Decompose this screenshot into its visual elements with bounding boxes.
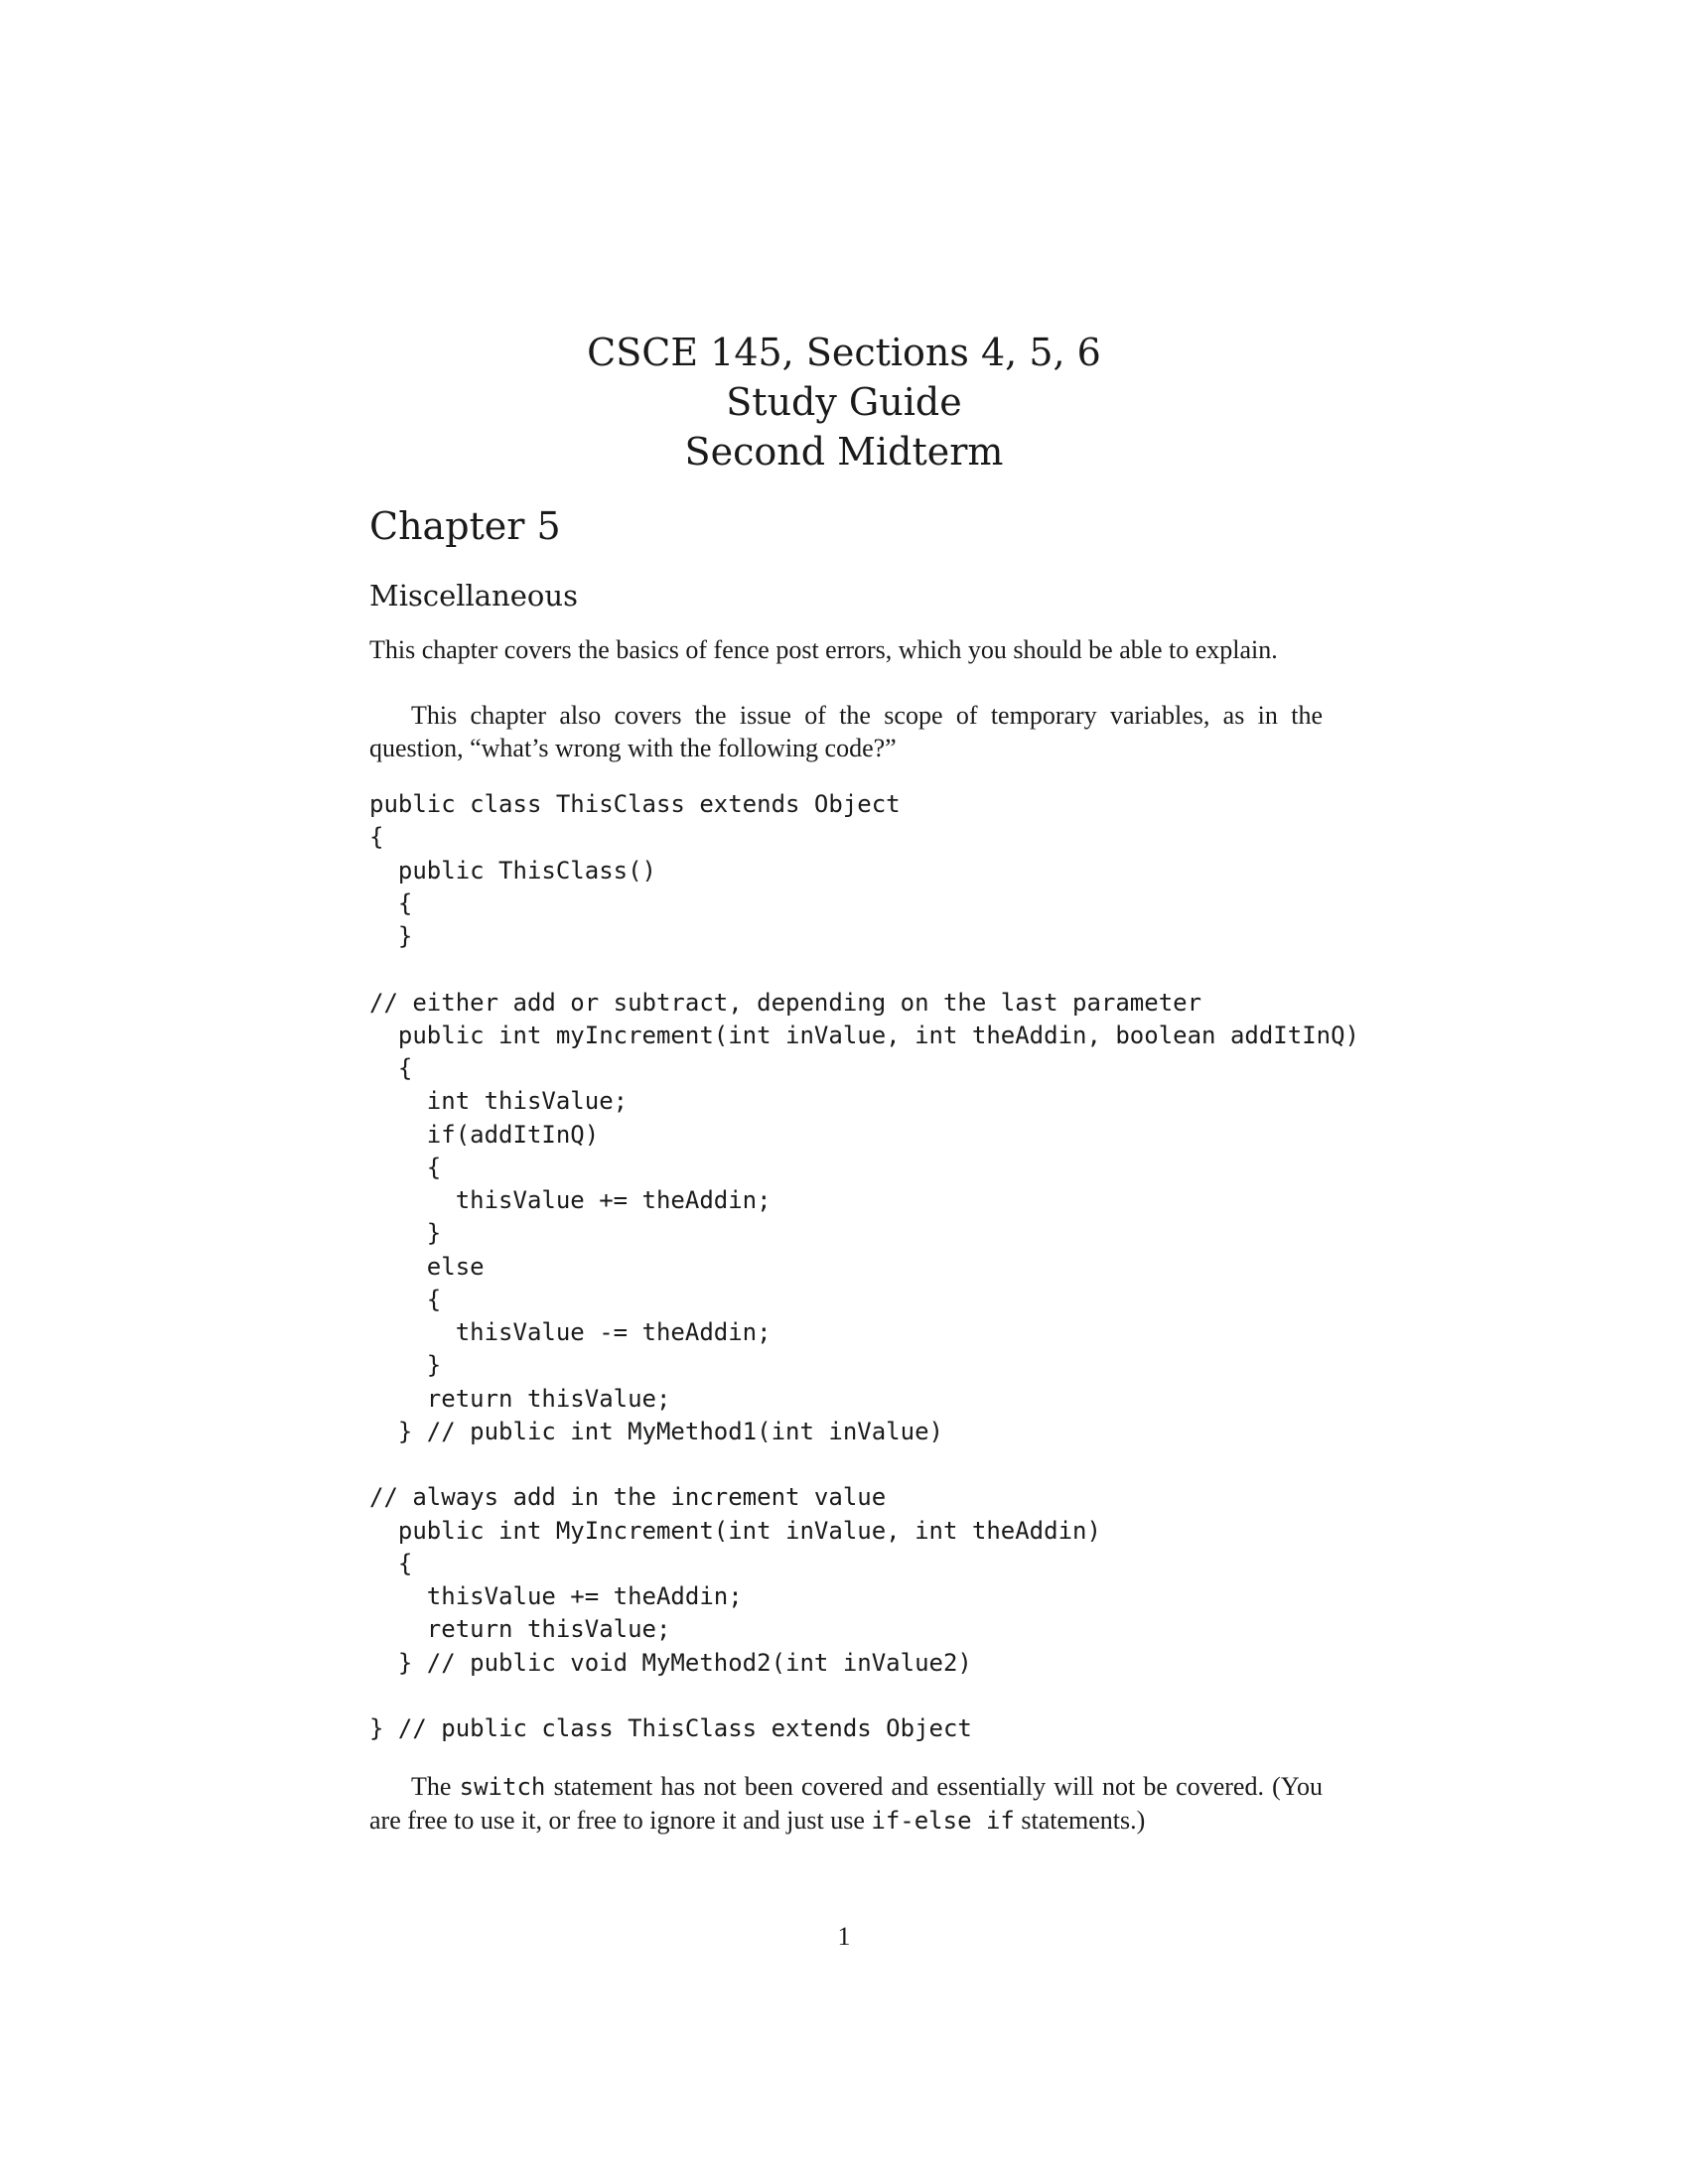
code-line: public class ThisClass extends Object — [369, 790, 901, 818]
code-line: { — [369, 1549, 413, 1577]
title-exam: Second Midterm — [684, 430, 1004, 474]
code-line: // either add or subtract, depending on the last parameter — [369, 988, 1202, 1017]
code-line: int thisValue; — [369, 1087, 629, 1116]
code-line: } // public int MyMethod1(int inValue) — [369, 1417, 943, 1445]
code-line: else — [369, 1252, 485, 1281]
paragraph-scope: This chapter also covers the issue of the scope of temporary variables, as in the question, “what’s wrong with the following code?” — [369, 701, 1323, 762]
code-line: { — [369, 1054, 413, 1082]
code-line: } // public class ThisClass extends Object — [369, 1714, 972, 1742]
switch-keyword: switch — [459, 1773, 546, 1801]
code-line — [369, 953, 1359, 986]
code-line: // always add in the increment value — [369, 1483, 887, 1512]
code-line: } — [369, 1219, 442, 1248]
document-title — [0, 328, 1688, 477]
code-line: { — [369, 1153, 442, 1181]
switch-text-end: statements.) — [1014, 1806, 1146, 1835]
switch-text-before: The — [411, 1772, 460, 1801]
paragraph-fence-post: This chapter covers the basics of fence post errors, which you should be able to explain. — [369, 635, 1278, 664]
code-line: { — [369, 888, 413, 917]
code-line: { — [369, 823, 384, 852]
code-line: thisValue += theAddin; — [369, 1582, 743, 1610]
code-line: return thisValue; — [369, 1615, 671, 1644]
code-line: public ThisClass() — [369, 856, 656, 885]
switch-text-middle: statement has not been covered and essentially will not be covered. (You are free to use it, or free to ignore it and just use — [369, 1772, 1323, 1835]
code-line — [369, 1448, 1359, 1481]
page-number: 1 — [837, 1922, 851, 1951]
code-line: if(addItInQ) — [369, 1120, 600, 1149]
code-line: thisValue += theAddin; — [369, 1186, 772, 1214]
section-heading: Miscellaneous — [369, 579, 578, 613]
code-line: { — [369, 1285, 442, 1313]
code-line: public int MyIncrement(int inValue, int theAddin) — [369, 1516, 1101, 1545]
chapter-heading: Chapter 5 — [369, 504, 561, 548]
title-study-guide: Study Guide — [726, 380, 962, 424]
code-line: public int myIncrement(int inValue, int theAddin, boolean addItInQ) — [369, 1021, 1359, 1049]
paragraph-switch — [369, 1770, 1323, 1838]
code-line: } — [369, 922, 413, 950]
code-line: } — [369, 1351, 442, 1380]
code-line: return thisValue; — [369, 1384, 671, 1413]
title-course: CSCE 145, Sections 4, 5, 6 — [587, 331, 1101, 374]
code-line — [369, 1680, 1359, 1712]
code-line: thisValue -= theAddin; — [369, 1318, 772, 1346]
code-listing — [369, 788, 1359, 1745]
code-line: } // public void MyMethod2(int inValue2) — [369, 1648, 972, 1677]
if-else-keyword: if-else if — [871, 1807, 1015, 1835]
